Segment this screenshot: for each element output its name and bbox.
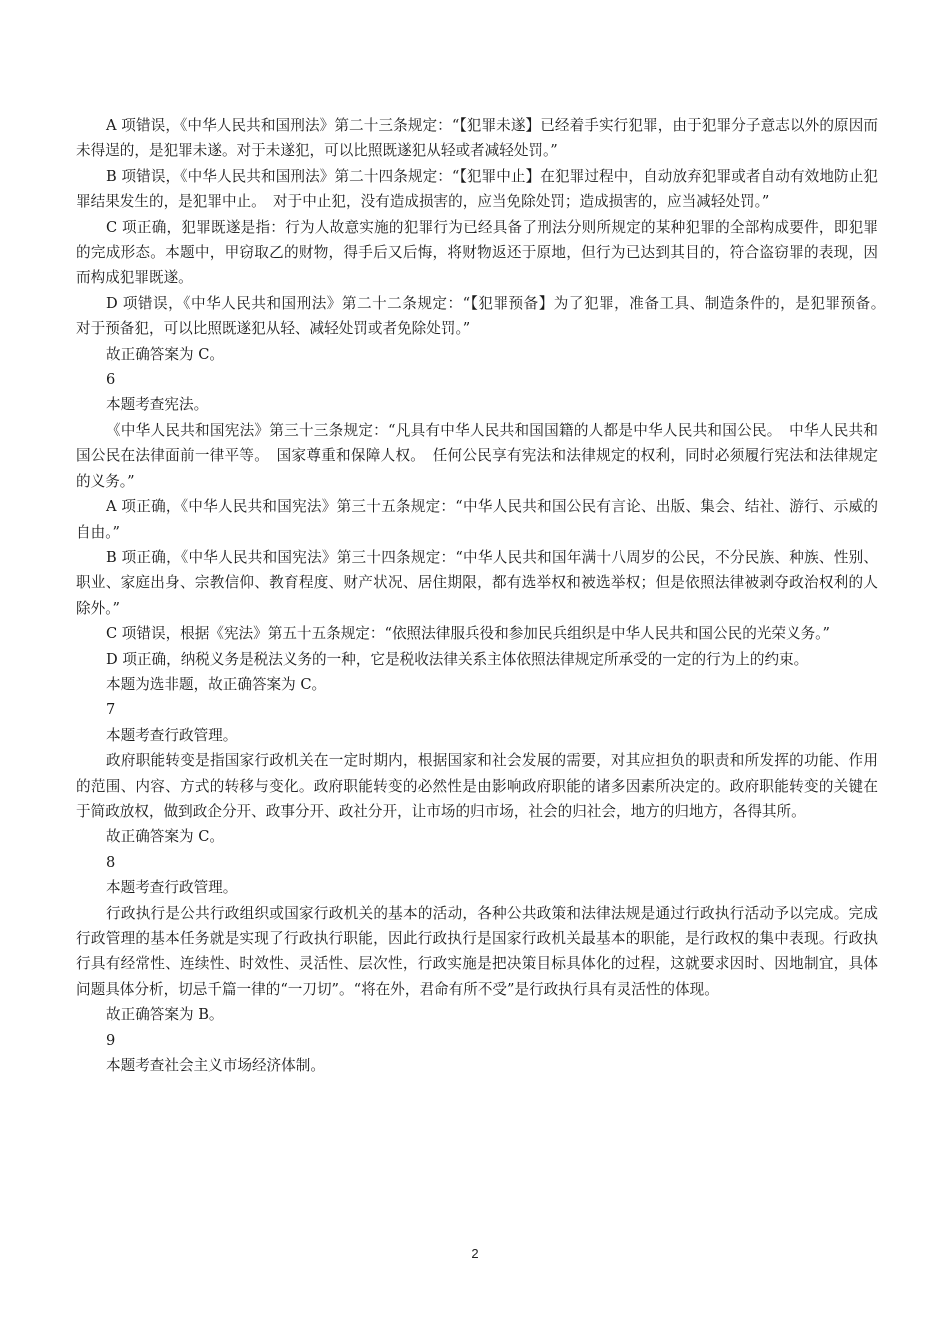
paragraph-c-constitution: C 项错误，根据《宪法》第五十五条规定：“依照法律服兵役和参加民兵组织是中华人民共和国公民的光荣义务。” — [106, 625, 830, 643]
paragraph-b-criminal-suspension: B 项错误，《中华人民共和国刑法》第二十四条规定：“【犯罪中止】在犯罪过程中，自动放弃犯罪或者自动有效地防止犯罪结果发生的，是犯罪中止。 对于中止犯，没有造成损害的，应当免除处罚；造成损害的，应当减轻处罚。” — [76, 167, 878, 211]
answer-line: 本题为选非题，故正确答案为 C。 — [106, 675, 327, 693]
topic-line: 本题考查行政管理。 — [106, 726, 238, 744]
question-number: 6 — [106, 371, 116, 389]
question-number: 9 — [106, 1031, 116, 1049]
paragraph-d-tax-duty: D 项正确，纳税义务是税法义务的一种，它是税收法律关系主体依照法律规定所承受的一定的行为上的约束。 — [106, 650, 809, 668]
paragraph-administrative-execution: 行政执行是公共行政组织或国家行政机关的基本的活动，各种公共政策和法律法规是通过行政执行活动予以完成。完成行政管理的基本任务就是实现了行政执行职能，因此行政执行是国家行政机关最基本的职能，是行政权的集中表现。行政执行具有经常性、连续性、时效性、灵活性、层次性，行政实施是把决策目标具体化的过程，这就要求因时、因地制宜，具体问题具体分析，切忌千篇一律的“一刀切”。“将在外，君命有所不受”是行政执行具有灵活性的体现。 — [76, 904, 878, 998]
topic-line: 本题考查社会主义市场经济体制。 — [106, 1057, 325, 1075]
question-number: 8 — [106, 853, 116, 871]
page-number: 2 — [471, 1246, 479, 1261]
topic-line: 本题考查宪法。 — [106, 396, 209, 414]
answer-line: 故正确答案为 B。 — [106, 1006, 224, 1024]
paragraph-a-criminal-attempt: A 项错误，《中华人民共和国刑法》第二十三条规定：“【犯罪未遂】已经着手实行犯罪，由于犯罪分子意志以外的原因而未得逞的，是犯罪未遂。对于未遂犯，可以比照既遂犯从轻或者减轻处罚。” — [76, 117, 878, 160]
topic-line: 本题考查行政管理。 — [106, 879, 238, 897]
paragraph-a-constitution: A 项正确，《中华人民共和国宪法》第三十五条规定：“中华人民共和国公民有言论、出版、集会、结社、游行、示威的自由。” — [76, 498, 878, 541]
paragraph-government-function: 政府职能转变是指国家行政机关在一定时期内，根据国家和社会发展的需要，对其应担负的职责和所发挥的功能、作用的范围、内容、方式的转移与变化。政府职能转变的必然性是由影响政府职能的诸多因素所决定的。政府职能转变的关键在于简政放权，做到政企分开、政事分开、政社分开，让市场的归市场，社会的归社会，地方的归地方，各得其所。 — [76, 752, 878, 820]
paragraph-b-constitution: B 项正确，《中华人民共和国宪法》第三十四条规定：“中华人民共和国年满十八周岁的公民，不分民族、种族、性别、职业、家庭出身、宗教信仰、教育程度、财产状况、居住期限，都有选举权和被选举权；但是依照法律被剥夺政治权利的人除外。” — [76, 548, 878, 617]
question-number: 7 — [106, 701, 116, 719]
answer-line: 故正确答案为 C。 — [106, 345, 224, 363]
paragraph-c-completed-crime: C 项正确，犯罪既遂是指：行为人故意实施的犯罪行为已经具备了刑法分则所规定的某种犯罪的全部构成要件，即犯罪的完成形态。本题中，甲窃取乙的财物，得手后又后悔，将财物返还于原地，但行为已达到其目的，符合盗窃罪的表现，因而构成犯罪既遂。 — [76, 218, 878, 287]
paragraph-d-criminal-preparation: D 项错误，《中华人民共和国刑法》第二十二条规定：“【犯罪预备】为了犯罪，准备工具、制造条件的，是犯罪预备。 对于预备犯，可以比照既遂犯从轻、减轻处罚或者免除处罚。” — [76, 294, 893, 338]
paragraph-constitution-art33: 《中华人民共和国宪法》第三十三条规定：“凡具有中华人民共和国国籍的人都是中华人民共和国公民。 中华人民共和国公民在法律面前一律平等。 国家尊重和保障人权。 任何公民享有宪法和法律规定的权利，同时必须履行宪法和法律规定的义务。” — [76, 421, 878, 490]
answer-line: 故正确答案为 C。 — [106, 828, 224, 846]
